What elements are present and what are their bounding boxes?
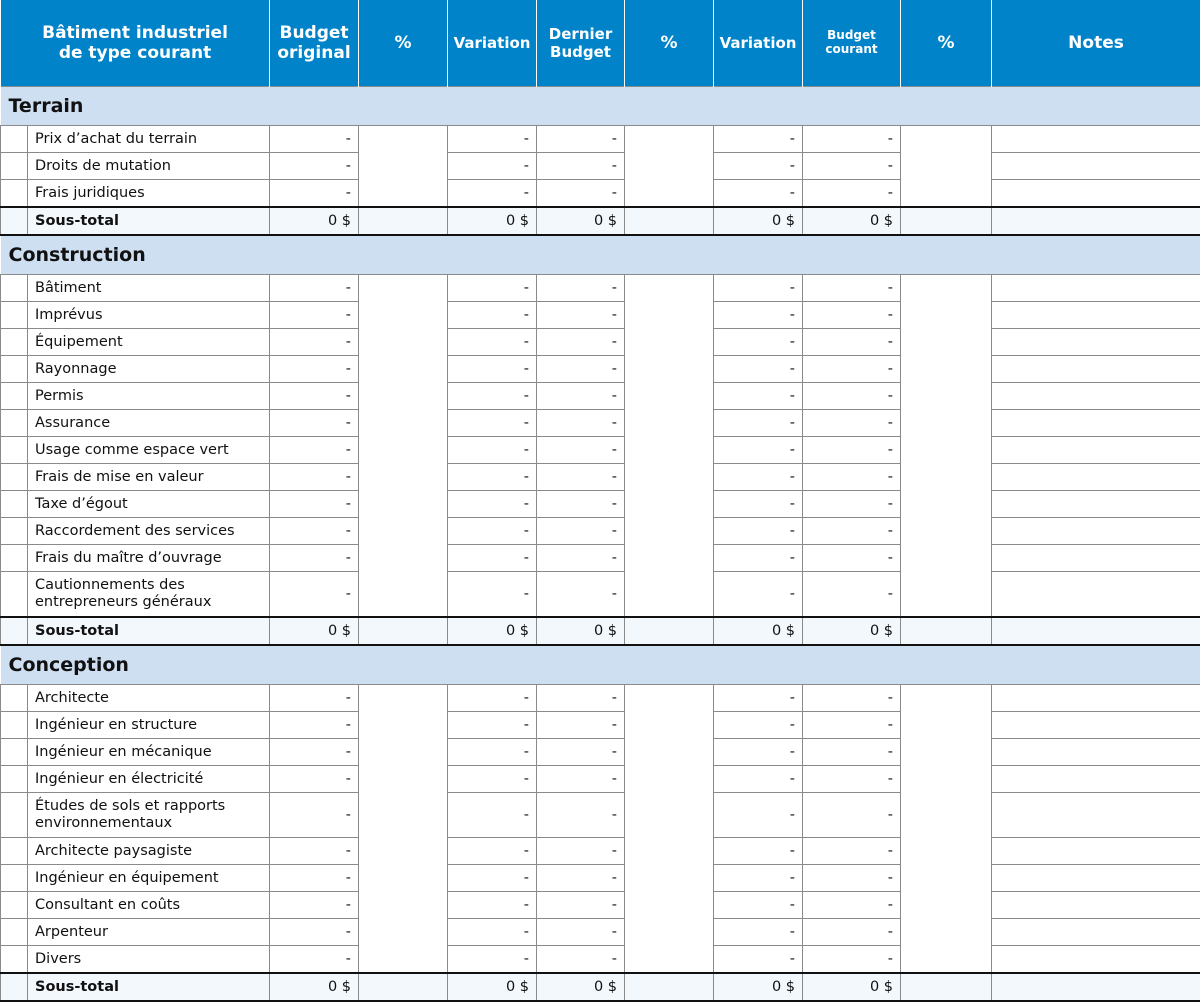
header-row xyxy=(1,0,1200,87)
cell-budget-courant[interactable]: - xyxy=(803,545,901,572)
row-label: Divers xyxy=(28,946,270,974)
subtotal-pct-c xyxy=(901,207,992,235)
cell-notes[interactable] xyxy=(992,545,1200,572)
cell-budget-original[interactable]: - xyxy=(270,766,359,793)
cell-notes[interactable] xyxy=(992,302,1200,329)
cell-dernier-budget[interactable]: - xyxy=(537,545,625,572)
cell-dernier-budget[interactable]: - xyxy=(537,838,625,865)
header-pct-a: % xyxy=(359,0,448,87)
cell-dernier-budget[interactable]: - xyxy=(537,712,625,739)
row-label: Permis xyxy=(28,383,270,410)
cell-budget-courant[interactable]: - xyxy=(803,793,901,838)
table-row xyxy=(1,153,1200,180)
row-indent-cell xyxy=(1,973,28,1001)
subtotal-label: Sous-total xyxy=(28,617,270,645)
cell-dernier-budget[interactable]: - xyxy=(537,685,625,712)
cell-budget-original[interactable]: - xyxy=(270,302,359,329)
cell-dernier-budget[interactable]: - xyxy=(537,383,625,410)
row-indent-cell xyxy=(1,838,28,865)
table-row xyxy=(1,329,1200,356)
cell-budget-courant[interactable]: - xyxy=(803,153,901,180)
row-label: Frais juridiques xyxy=(28,180,270,208)
row-label: Ingénieur en mécanique xyxy=(28,739,270,766)
header-pct-b: % xyxy=(625,0,714,87)
row-label: Études de sols et rapports environnementaux xyxy=(28,793,270,838)
header-dernier-budget: Dernier Budget xyxy=(537,0,625,87)
row-indent-cell xyxy=(1,437,28,464)
cell-budget-courant[interactable]: - xyxy=(803,892,901,919)
cell-notes[interactable] xyxy=(992,491,1200,518)
row-label: Ingénieur en structure xyxy=(28,712,270,739)
subtotal-row xyxy=(1,617,1200,645)
cell-budget-original[interactable]: - xyxy=(270,685,359,712)
cell-variation-b[interactable]: - xyxy=(714,919,803,946)
subtotal-label: Sous-total xyxy=(28,973,270,1001)
cell-dernier-budget[interactable]: - xyxy=(537,180,625,208)
cell-budget-original[interactable]: - xyxy=(270,572,359,618)
cell-dernier-budget[interactable]: - xyxy=(537,518,625,545)
section-title: Conception xyxy=(1,645,1200,685)
cell-dernier-budget[interactable]: - xyxy=(537,491,625,518)
cell-variation-b[interactable]: - xyxy=(714,126,803,153)
cell-pct-b xyxy=(625,275,714,618)
row-indent-cell xyxy=(1,126,28,153)
cell-budget-original[interactable]: - xyxy=(270,356,359,383)
cell-notes[interactable] xyxy=(992,180,1200,208)
table-row xyxy=(1,302,1200,329)
row-label: Arpenteur xyxy=(28,919,270,946)
subtotal-row xyxy=(1,207,1200,235)
header-notes: Notes xyxy=(992,0,1200,87)
cell-variation-a[interactable]: - xyxy=(448,383,537,410)
table-row xyxy=(1,685,1200,712)
table-row xyxy=(1,793,1200,838)
cell-budget-courant[interactable]: - xyxy=(803,126,901,153)
cell-budget-courant[interactable]: - xyxy=(803,464,901,491)
subtotal-notes xyxy=(992,973,1200,1001)
row-label: Rayonnage xyxy=(28,356,270,383)
subtotal-budget-courant: 0 $ xyxy=(803,617,901,645)
subtotal-pct-a xyxy=(359,973,448,1001)
cell-variation-b[interactable]: - xyxy=(714,383,803,410)
cell-budget-courant[interactable]: - xyxy=(803,919,901,946)
row-indent-cell xyxy=(1,892,28,919)
header-pct-c: % xyxy=(901,0,992,87)
cell-notes[interactable] xyxy=(992,126,1200,153)
subtotal-dernier-budget: 0 $ xyxy=(537,973,625,1001)
cell-notes[interactable] xyxy=(992,892,1200,919)
table-row xyxy=(1,275,1200,302)
cell-variation-b[interactable]: - xyxy=(714,766,803,793)
cell-budget-original[interactable]: - xyxy=(270,491,359,518)
cell-variation-b[interactable]: - xyxy=(714,329,803,356)
subtotal-variation-b: 0 $ xyxy=(714,617,803,645)
cell-dernier-budget[interactable]: - xyxy=(537,275,625,302)
cell-budget-courant[interactable]: - xyxy=(803,302,901,329)
cell-dernier-budget[interactable]: - xyxy=(537,126,625,153)
table-row xyxy=(1,518,1200,545)
cell-notes[interactable] xyxy=(992,410,1200,437)
cell-pct-a xyxy=(359,685,448,974)
subtotal-pct-a xyxy=(359,617,448,645)
cell-notes[interactable] xyxy=(992,518,1200,545)
header-variation-b: Variation xyxy=(714,0,803,87)
subtotal-budget-original: 0 $ xyxy=(270,973,359,1001)
row-indent-cell xyxy=(1,545,28,572)
cell-dernier-budget[interactable]: - xyxy=(537,865,625,892)
cell-pct-c xyxy=(901,685,992,974)
cell-budget-courant[interactable]: - xyxy=(803,739,901,766)
cell-variation-b[interactable]: - xyxy=(714,946,803,974)
cell-variation-b[interactable]: - xyxy=(714,491,803,518)
cell-variation-a[interactable]: - xyxy=(448,491,537,518)
subtotal-pct-b xyxy=(625,207,714,235)
cell-dernier-budget[interactable]: - xyxy=(537,793,625,838)
row-label: Architecte paysagiste xyxy=(28,838,270,865)
cell-budget-courant[interactable]: - xyxy=(803,685,901,712)
cell-pct-c xyxy=(901,126,992,208)
cell-variation-a[interactable]: - xyxy=(448,572,537,618)
cell-dernier-budget[interactable]: - xyxy=(537,153,625,180)
cell-notes[interactable] xyxy=(992,464,1200,491)
cell-variation-b[interactable]: - xyxy=(714,892,803,919)
cell-notes[interactable] xyxy=(992,685,1200,712)
row-indent-cell xyxy=(1,865,28,892)
subtotal-row xyxy=(1,973,1200,1001)
cell-dernier-budget[interactable]: - xyxy=(537,919,625,946)
row-indent-cell xyxy=(1,946,28,974)
cell-variation-b[interactable]: - xyxy=(714,545,803,572)
table-row xyxy=(1,712,1200,739)
cell-variation-b[interactable]: - xyxy=(714,712,803,739)
section-header-row xyxy=(1,87,1200,126)
cell-variation-b[interactable]: - xyxy=(714,153,803,180)
subtotal-pct-c xyxy=(901,973,992,1001)
cell-variation-b[interactable]: - xyxy=(714,464,803,491)
cell-budget-original[interactable]: - xyxy=(270,383,359,410)
header-budget-original: Budget original xyxy=(270,0,359,87)
cell-variation-a[interactable]: - xyxy=(448,275,537,302)
row-indent-cell xyxy=(1,410,28,437)
row-indent-cell xyxy=(1,491,28,518)
cell-variation-a[interactable]: - xyxy=(448,892,537,919)
cell-variation-b[interactable]: - xyxy=(714,437,803,464)
cell-budget-original[interactable]: - xyxy=(270,126,359,153)
row-indent-cell xyxy=(1,685,28,712)
row-label: Bâtiment xyxy=(28,275,270,302)
table-row xyxy=(1,739,1200,766)
cell-notes[interactable] xyxy=(992,437,1200,464)
cell-dernier-budget[interactable]: - xyxy=(537,766,625,793)
subtotal-variation-b: 0 $ xyxy=(714,973,803,1001)
cell-budget-original[interactable]: - xyxy=(270,946,359,974)
cell-notes[interactable] xyxy=(992,572,1200,618)
cell-notes[interactable] xyxy=(992,153,1200,180)
row-indent-cell xyxy=(1,329,28,356)
cell-budget-courant[interactable]: - xyxy=(803,838,901,865)
cell-budget-courant[interactable]: - xyxy=(803,180,901,208)
subtotal-budget-courant: 0 $ xyxy=(803,973,901,1001)
cell-variation-b[interactable]: - xyxy=(714,739,803,766)
subtotal-notes xyxy=(992,207,1200,235)
subtotal-dernier-budget: 0 $ xyxy=(537,207,625,235)
cell-notes[interactable] xyxy=(992,766,1200,793)
cell-budget-courant[interactable]: - xyxy=(803,518,901,545)
row-label: Consultant en coûts xyxy=(28,892,270,919)
cell-budget-original[interactable]: - xyxy=(270,329,359,356)
cell-budget-courant[interactable]: - xyxy=(803,383,901,410)
cell-budget-original[interactable]: - xyxy=(270,464,359,491)
cell-budget-courant[interactable]: - xyxy=(803,865,901,892)
row-indent-cell xyxy=(1,919,28,946)
cell-variation-a[interactable]: - xyxy=(448,712,537,739)
row-indent-cell xyxy=(1,617,28,645)
row-label: Ingénieur en électricité xyxy=(28,766,270,793)
subtotal-variation-a: 0 $ xyxy=(448,973,537,1001)
cell-budget-original[interactable]: - xyxy=(270,739,359,766)
cell-dernier-budget[interactable]: - xyxy=(537,892,625,919)
table-row xyxy=(1,180,1200,208)
row-label: Architecte xyxy=(28,685,270,712)
cell-notes[interactable] xyxy=(992,838,1200,865)
cell-notes[interactable] xyxy=(992,275,1200,302)
row-label: Frais de mise en valeur xyxy=(28,464,270,491)
cell-variation-a[interactable]: - xyxy=(448,126,537,153)
cell-notes[interactable] xyxy=(992,383,1200,410)
row-label: Prix d’achat du terrain xyxy=(28,126,270,153)
row-label: Imprévus xyxy=(28,302,270,329)
cell-dernier-budget[interactable]: - xyxy=(537,464,625,491)
cell-notes[interactable] xyxy=(992,793,1200,838)
table-row xyxy=(1,491,1200,518)
row-label: Raccordement des services xyxy=(28,518,270,545)
cell-budget-original[interactable]: - xyxy=(270,153,359,180)
table-row xyxy=(1,766,1200,793)
cell-budget-original[interactable]: - xyxy=(270,892,359,919)
cell-variation-b[interactable]: - xyxy=(714,572,803,618)
row-indent-cell xyxy=(1,464,28,491)
row-indent-cell xyxy=(1,739,28,766)
cell-dernier-budget[interactable]: - xyxy=(537,302,625,329)
cell-variation-b[interactable]: - xyxy=(714,793,803,838)
cell-pct-b xyxy=(625,685,714,974)
cell-variation-a[interactable]: - xyxy=(448,518,537,545)
cell-budget-courant[interactable]: - xyxy=(803,766,901,793)
cell-pct-a xyxy=(359,275,448,618)
cell-variation-a[interactable]: - xyxy=(448,464,537,491)
cell-budget-courant[interactable]: - xyxy=(803,437,901,464)
cell-budget-original[interactable]: - xyxy=(270,545,359,572)
table-row xyxy=(1,437,1200,464)
cell-budget-courant[interactable]: - xyxy=(803,275,901,302)
row-indent-cell xyxy=(1,356,28,383)
row-indent-cell xyxy=(1,572,28,618)
row-indent-cell xyxy=(1,793,28,838)
cell-budget-original[interactable]: - xyxy=(270,518,359,545)
subtotal-budget-original: 0 $ xyxy=(270,617,359,645)
cell-budget-original[interactable]: - xyxy=(270,180,359,208)
cell-variation-a[interactable]: - xyxy=(448,919,537,946)
header-variation-a: Variation xyxy=(448,0,537,87)
header-title: Bâtiment industriel de type courant xyxy=(1,0,270,87)
cell-variation-a[interactable]: - xyxy=(448,437,537,464)
cell-notes[interactable] xyxy=(992,865,1200,892)
table-row xyxy=(1,865,1200,892)
cell-variation-a[interactable]: - xyxy=(448,865,537,892)
subtotal-pct-b xyxy=(625,617,714,645)
cell-budget-original[interactable]: - xyxy=(270,275,359,302)
row-label: Cautionnements des entrepreneurs généraux xyxy=(28,572,270,618)
cell-variation-a[interactable]: - xyxy=(448,410,537,437)
row-label: Équipement xyxy=(28,329,270,356)
cell-budget-original[interactable]: - xyxy=(270,437,359,464)
cell-variation-b[interactable]: - xyxy=(714,410,803,437)
row-label: Assurance xyxy=(28,410,270,437)
cell-budget-courant[interactable]: - xyxy=(803,329,901,356)
table-row xyxy=(1,545,1200,572)
cell-variation-a[interactable]: - xyxy=(448,302,537,329)
cell-dernier-budget[interactable]: - xyxy=(537,356,625,383)
cell-variation-b[interactable]: - xyxy=(714,838,803,865)
cell-variation-a[interactable]: - xyxy=(448,793,537,838)
cell-budget-original[interactable]: - xyxy=(270,838,359,865)
row-indent-cell xyxy=(1,207,28,235)
cell-dernier-budget[interactable]: - xyxy=(537,329,625,356)
cell-notes[interactable] xyxy=(992,712,1200,739)
cell-variation-a[interactable]: - xyxy=(448,356,537,383)
cell-budget-courant[interactable]: - xyxy=(803,491,901,518)
subtotal-variation-b: 0 $ xyxy=(714,207,803,235)
cell-budget-original[interactable]: - xyxy=(270,712,359,739)
subtotal-label: Sous-total xyxy=(28,207,270,235)
cell-notes[interactable] xyxy=(992,329,1200,356)
cell-pct-a xyxy=(359,126,448,208)
row-label: Taxe d’égout xyxy=(28,491,270,518)
subtotal-notes xyxy=(992,617,1200,645)
row-indent-cell xyxy=(1,383,28,410)
cell-variation-a[interactable]: - xyxy=(448,766,537,793)
row-label: Droits de mutation xyxy=(28,153,270,180)
cell-dernier-budget[interactable]: - xyxy=(537,437,625,464)
subtotal-variation-a: 0 $ xyxy=(448,617,537,645)
cell-variation-b[interactable]: - xyxy=(714,518,803,545)
cell-variation-b[interactable]: - xyxy=(714,180,803,208)
subtotal-budget-original: 0 $ xyxy=(270,207,359,235)
row-label: Frais du maître d’ouvrage xyxy=(28,545,270,572)
table-row xyxy=(1,572,1200,618)
cell-variation-a[interactable]: - xyxy=(448,180,537,208)
cell-variation-a[interactable]: - xyxy=(448,685,537,712)
cell-budget-courant[interactable]: - xyxy=(803,410,901,437)
cell-budget-courant[interactable]: - xyxy=(803,712,901,739)
cell-dernier-budget[interactable]: - xyxy=(537,572,625,618)
table-row xyxy=(1,126,1200,153)
row-indent-cell xyxy=(1,275,28,302)
cell-dernier-budget[interactable]: - xyxy=(537,946,625,974)
table-row xyxy=(1,919,1200,946)
cell-variation-b[interactable]: - xyxy=(714,865,803,892)
cell-budget-original[interactable]: - xyxy=(270,919,359,946)
cell-variation-a[interactable]: - xyxy=(448,545,537,572)
cell-variation-a[interactable]: - xyxy=(448,946,537,974)
section-title: Construction xyxy=(1,235,1200,275)
table-row xyxy=(1,356,1200,383)
cell-dernier-budget[interactable]: - xyxy=(537,410,625,437)
subtotal-pct-c xyxy=(901,617,992,645)
cell-notes[interactable] xyxy=(992,919,1200,946)
row-indent-cell xyxy=(1,712,28,739)
cell-budget-courant[interactable]: - xyxy=(803,946,901,974)
subtotal-pct-b xyxy=(625,973,714,1001)
cell-pct-b xyxy=(625,126,714,208)
row-indent-cell xyxy=(1,153,28,180)
cell-notes[interactable] xyxy=(992,739,1200,766)
cell-variation-a[interactable]: - xyxy=(448,329,537,356)
table-row xyxy=(1,838,1200,865)
cell-pct-c xyxy=(901,275,992,618)
cell-variation-b[interactable]: - xyxy=(714,275,803,302)
table-row xyxy=(1,464,1200,491)
header-budget-courant: Budget courant xyxy=(803,0,901,87)
cell-variation-a[interactable]: - xyxy=(448,838,537,865)
cell-variation-b[interactable]: - xyxy=(714,356,803,383)
table-row xyxy=(1,383,1200,410)
table-row xyxy=(1,892,1200,919)
cell-budget-courant[interactable]: - xyxy=(803,572,901,618)
subtotal-dernier-budget: 0 $ xyxy=(537,617,625,645)
section-header-row xyxy=(1,645,1200,685)
cell-budget-original[interactable]: - xyxy=(270,865,359,892)
row-label: Ingénieur en équipement xyxy=(28,865,270,892)
section-header-row xyxy=(1,235,1200,275)
row-indent-cell xyxy=(1,302,28,329)
cell-budget-courant[interactable]: - xyxy=(803,356,901,383)
section-title: Terrain xyxy=(1,87,1200,126)
cell-notes[interactable] xyxy=(992,356,1200,383)
table-row xyxy=(1,410,1200,437)
row-indent-cell xyxy=(1,518,28,545)
table-row xyxy=(1,946,1200,974)
row-label: Usage comme espace vert xyxy=(28,437,270,464)
cell-variation-a[interactable]: - xyxy=(448,739,537,766)
cell-variation-b[interactable]: - xyxy=(714,302,803,329)
cell-budget-original[interactable]: - xyxy=(270,793,359,838)
cell-notes[interactable] xyxy=(992,946,1200,974)
cell-variation-a[interactable]: - xyxy=(448,153,537,180)
cell-budget-original[interactable]: - xyxy=(270,410,359,437)
subtotal-variation-a: 0 $ xyxy=(448,207,537,235)
subtotal-pct-a xyxy=(359,207,448,235)
cell-variation-b[interactable]: - xyxy=(714,685,803,712)
cell-dernier-budget[interactable]: - xyxy=(537,739,625,766)
row-indent-cell xyxy=(1,766,28,793)
subtotal-budget-courant: 0 $ xyxy=(803,207,901,235)
row-indent-cell xyxy=(1,180,28,208)
